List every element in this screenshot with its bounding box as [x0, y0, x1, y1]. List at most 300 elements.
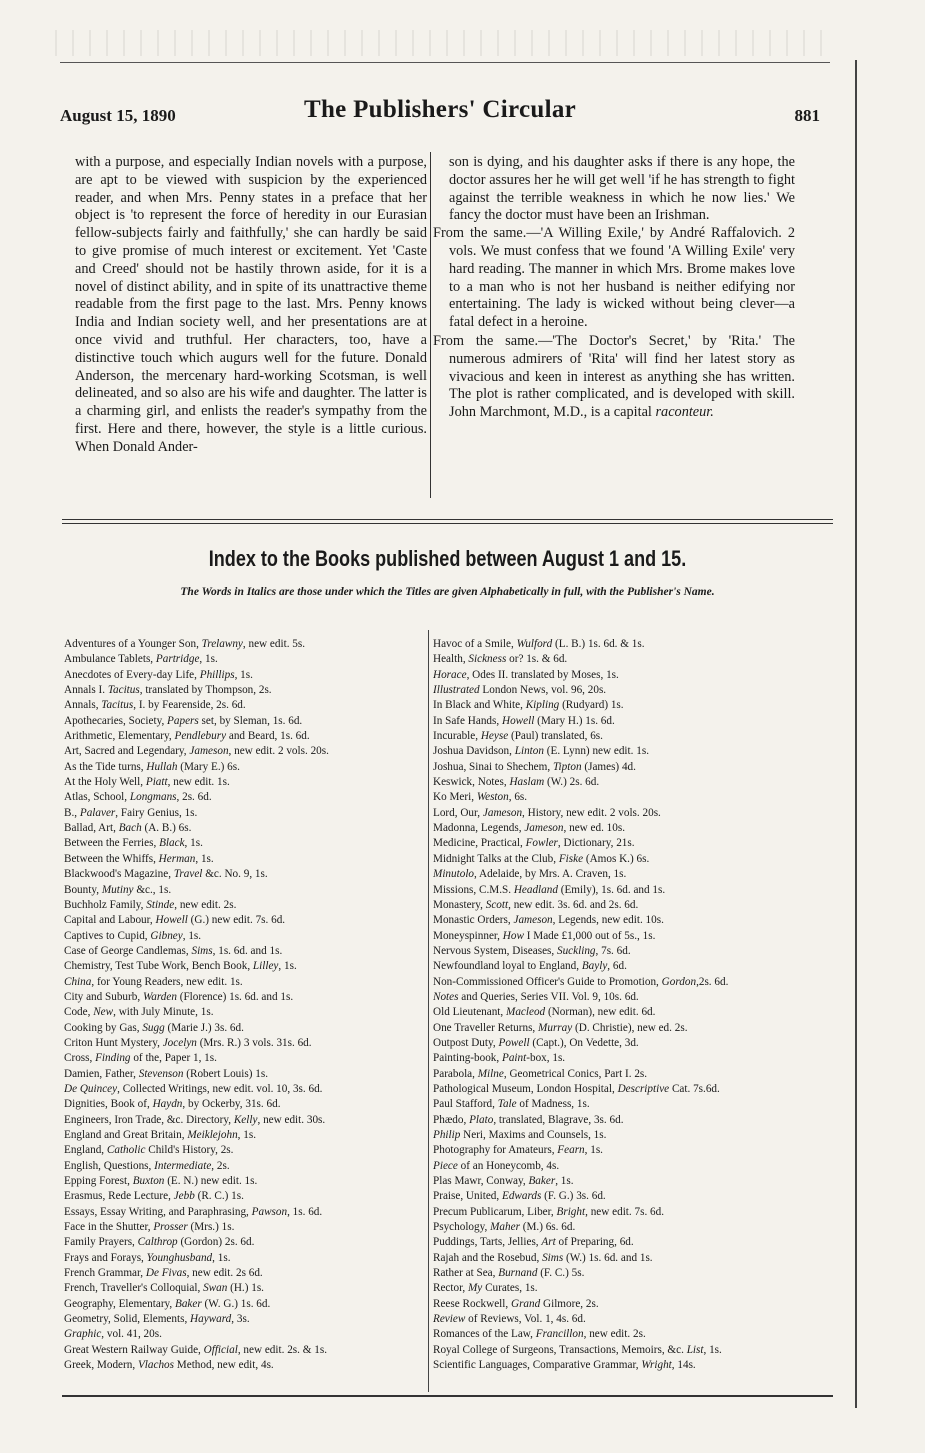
index-text: Chemistry, Test Tube Work, Bench Book,: [64, 960, 253, 973]
index-keyword: Bright: [556, 1205, 586, 1218]
index-keyword: Warden: [142, 990, 177, 1003]
index-text: (W.) 2s. 6d.: [544, 776, 600, 789]
index-keyword: Plato: [469, 1113, 494, 1126]
index-text: Method, new edit, 4s.: [173, 1359, 274, 1372]
index-entry: [433, 1082, 805, 1097]
index-entry: [64, 1113, 429, 1128]
index-text: Madonna, Legends,: [433, 822, 525, 835]
index-text: , I. by Fearenside, 2s. 6d.: [133, 699, 246, 712]
index-entry: [64, 1067, 429, 1082]
index-keyword: Vlachos: [137, 1359, 174, 1372]
index-text: , 1s.: [234, 668, 253, 681]
index-text: , translated, Blagrave, 3s. 6d.: [493, 1113, 624, 1126]
index-text: of Preparing, 6d.: [555, 1236, 634, 1249]
index-text: , 14s.: [671, 1359, 696, 1372]
index-entry: [433, 729, 805, 744]
index-entry: [433, 744, 805, 759]
index-text: One Traveller Returns,: [433, 1021, 539, 1034]
index-text: Lord, Our,: [433, 806, 483, 819]
index-keyword: Stevenson: [138, 1067, 184, 1080]
index-keyword: Tale: [497, 1098, 517, 1111]
index-text: Monastery,: [433, 898, 486, 911]
index-entry: [433, 1159, 805, 1174]
issue-date: August 15, 1890: [60, 106, 176, 125]
index-text: Geometry, Solid, Elements,: [64, 1313, 191, 1326]
index-keyword: Jameson: [189, 745, 229, 758]
index-text: , new edit. 30s.: [257, 1113, 326, 1126]
index-text: , 1s.: [555, 1175, 574, 1188]
index-keyword: Philip: [433, 1129, 461, 1141]
index-text: Joshua, Sinai to Shechem,: [433, 760, 553, 773]
index-text: Psychology,: [433, 1221, 491, 1234]
index-text: Bounty,: [64, 883, 102, 896]
index-entry: [433, 898, 805, 913]
right-page-edge: [855, 60, 857, 1408]
index-keyword: Buxton: [132, 1175, 165, 1188]
index-text: , History, new edit. 2 vols. 20s.: [522, 806, 661, 819]
index-text: (H.) 1s.: [227, 1282, 264, 1295]
index-keyword: Longmans: [129, 791, 177, 804]
index-text: (Emily), 1s. 6d. and 1s.: [557, 883, 666, 896]
index-text: English, Questions,: [64, 1159, 155, 1172]
index-text: Paul Stafford,: [433, 1098, 498, 1111]
index-keyword: Travel: [173, 868, 203, 881]
index-entry: [64, 1281, 429, 1296]
index-keyword: Black: [159, 837, 185, 850]
index-keyword: Pendlebury: [174, 730, 227, 743]
index-entry: [433, 959, 805, 974]
index-text: Engineers, Iron Trade, &c. Directory,: [64, 1113, 234, 1126]
index-entry: [64, 1220, 429, 1235]
index-entry: [433, 1113, 805, 1128]
index-text: Gilmore, 2s.: [540, 1297, 599, 1310]
index-keyword: Piatt: [145, 776, 168, 789]
index-text: England,: [64, 1144, 107, 1157]
index-text: (Norman), new edit. 6d.: [545, 1006, 656, 1019]
index-text: , 1s.: [184, 837, 203, 850]
index-keyword: Jebb: [173, 1190, 195, 1203]
index-entry: [433, 975, 805, 990]
index-entry: [433, 990, 805, 1005]
index-text: and Beard, 1s. 6d.: [226, 730, 310, 743]
index-entry: [64, 668, 429, 683]
index-entry: [64, 1327, 429, 1342]
index-entry: [433, 836, 805, 851]
index-text: -box, 1s.: [526, 1052, 566, 1065]
index-text: (G.) new edit. 7s. 6d.: [187, 914, 286, 927]
index-text: French Grammar,: [64, 1267, 146, 1280]
index-keyword: Headland: [513, 883, 558, 896]
index-text: , translated by Thompson, 2s.: [139, 684, 272, 697]
index-keyword: How: [502, 929, 524, 942]
index-entry: [433, 1097, 805, 1112]
index-text: Art, Sacred and Legendary,: [64, 745, 190, 758]
index-entry: [64, 836, 429, 851]
index-keyword: Linton: [514, 745, 544, 758]
index-keyword: Pawson: [251, 1205, 288, 1218]
index-text: Code,: [64, 1006, 94, 1019]
index-text: Erasmus, Rede Lecture,: [64, 1190, 174, 1203]
review-continuation: son is dying, and his daughter asks if there is any hope, the doctor assures her he will get well 'if he has strength to fight against the terrible weakness in which he now lies.' We fancy the doctor must have been an Irishman.: [449, 154, 795, 224]
index-text: Midnight Talks at the Club,: [433, 852, 559, 865]
index-text: Romances of the Law,: [433, 1328, 536, 1341]
index-text: , Fairy Genius, 1s.: [115, 806, 198, 819]
index-text: Photography for Amateurs,: [433, 1144, 558, 1157]
index-text: (E. N.) new edit. 1s.: [164, 1175, 258, 1188]
index-text: (Amos K.) 6s.: [583, 852, 650, 865]
index-entry: [433, 775, 805, 790]
index-text: , 6s.: [508, 791, 528, 804]
index-keyword: Macleod: [506, 1006, 546, 1019]
index-keyword: Mutiny: [101, 883, 134, 896]
index-text: , Geometrical Conics, Part I. 2s.: [503, 1067, 648, 1080]
index-entry: [64, 775, 429, 790]
index-entry: [64, 1036, 429, 1051]
index-text: Precum Publicarum, Liber,: [433, 1205, 557, 1218]
index-text: of Reviews, Vol. 1, 4s. 6d.: [465, 1313, 586, 1326]
index-text: London News, vol. 96, 20s.: [479, 684, 607, 697]
index-keyword: De Quincey: [64, 1082, 118, 1095]
index-entry: [64, 1128, 429, 1143]
index-keyword: Fearn: [557, 1144, 585, 1157]
index-keyword: Phillips: [199, 668, 235, 681]
index-entry: [433, 1036, 805, 1051]
index-text: England and Great Britain,: [64, 1129, 188, 1141]
index-text: , new edit. 5s.: [242, 638, 306, 650]
index-text: (Mrs.) 1s.: [187, 1221, 235, 1234]
index-keyword: Tacitus: [101, 699, 134, 712]
index-entry: [64, 852, 429, 867]
index-entry: [433, 821, 805, 836]
page-header: [60, 96, 820, 130]
index-keyword: China: [64, 975, 92, 988]
index-keyword: Finding: [95, 1052, 131, 1065]
index-keyword: Paint: [502, 1052, 527, 1065]
index-text: Nervous System, Diseases,: [433, 944, 557, 957]
index-text: Cooking by Gas,: [64, 1021, 143, 1034]
index-entry: [433, 683, 805, 698]
index-text: Praise, United,: [433, 1190, 502, 1203]
review-entry-willing-exile: From the same.—'A Willing Exile,' by André Raffalovich. 2 vols. We must confess that we found 'A Willing Exile' very hard reading. The manner in which Mrs. Brome makes love to a man who is not her husband is neither edifying nor entertaining. The lady is wicked without being clever—a fatal defect in a heroine.: [433, 225, 795, 331]
index-keyword: Stinde: [146, 898, 175, 911]
review-column-right: [433, 154, 795, 423]
index-entry: [64, 1189, 429, 1204]
index-text: Joshua Davidson,: [433, 745, 515, 758]
index-entry: [64, 1235, 429, 1250]
index-text: Family Prayers,: [64, 1236, 138, 1249]
index-text: Blackwood's Magazine,: [64, 868, 174, 881]
index-text: , new edit. 3s. 6d. and 2s. 6d.: [508, 898, 639, 911]
index-text: Outpost Duty,: [433, 1036, 499, 1049]
index-text: Face in the Shutter,: [64, 1221, 154, 1234]
index-keyword: Trelawny: [201, 638, 243, 650]
index-text: , 7s. 6d.: [595, 944, 631, 957]
index-entry: [433, 806, 805, 821]
index-text: , new edit. 2s 6d.: [186, 1267, 263, 1280]
index-text: Captives to Cupid,: [64, 929, 151, 942]
index-text: Buchholz Family,: [64, 898, 147, 911]
index-entry: [433, 1343, 805, 1358]
index-entry: [64, 790, 429, 805]
index-text: Incurable,: [433, 730, 481, 743]
index-text: , Dictionary, 21s.: [557, 837, 635, 850]
index-text: , new ed. 10s.: [563, 822, 626, 835]
index-entry: [64, 744, 429, 759]
index-text: In Safe Hands,: [433, 714, 502, 727]
index-text: French, Traveller's Colloquial,: [64, 1282, 204, 1295]
index-entry: [433, 714, 805, 729]
bottom-rule: [62, 1395, 833, 1397]
index-keyword: Piece: [433, 1159, 458, 1172]
index-keyword: Bach: [118, 822, 142, 835]
index-text: Greek, Modern,: [64, 1359, 138, 1372]
review-text: with a purpose, and especially Indian novels with a purpose, are apt to be viewed with suspicion by the experienced reader, and when Mrs. Penny states in a preface that her object is 'to represent the force of heredity in our Eurasian fellow-subjects fairly and faithfully,' she can hardly be said to give promise of much interest or excitement. Yet 'Caste and Creed' should not be hastily thrown aside, for it is a novel of distinct ability, and in spite of its unattractive theme readable from the first page to the last. Mrs. Penny knows India and Indian society well, and her presentations are at once vivid and truthful. Her characters, too, have a distinctive touch which augurs well for the future. Donald Anderson, the mercenary hard-working Scotsman, is well delineated, and so also are his wife and daughter. The latter is a charming girl, and enlists the reader's sympathy from the first. Here and there, however, the style is a little curious. When Donald Ander-: [75, 154, 427, 455]
index-entry: [433, 1128, 805, 1143]
index-entry: [64, 975, 429, 990]
index-text: (A. B.) 6s.: [141, 822, 192, 835]
index-text: of Madness, 1s.: [516, 1098, 590, 1111]
index-text: , 2s.: [211, 1159, 230, 1172]
index-text: (L. B.) 1s. 6d. & 1s.: [552, 638, 645, 650]
index-keyword: Wright: [641, 1359, 672, 1372]
index-text: Moneyspinner,: [433, 929, 503, 942]
index-entry: [64, 1021, 429, 1036]
index-keyword: Horace: [433, 668, 467, 681]
index-keyword: Lilley: [252, 960, 279, 973]
index-text: of the, Paper 1, 1s.: [130, 1052, 217, 1065]
index-text: Between the Whiffs,: [64, 852, 159, 865]
index-title: Index to the Books published between August 1 and 15.: [208, 546, 687, 571]
index-text: , 1s.: [237, 1129, 257, 1141]
index-text: Neri, Maxims and Counsels, 1s.: [460, 1129, 607, 1141]
index-text: Case of George Candlemas,: [64, 944, 192, 957]
index-text: (F. C.) 5s.: [537, 1267, 585, 1280]
index-keyword: Hayward: [190, 1313, 232, 1326]
index-text: Pathological Museum, London Hospital,: [433, 1082, 618, 1095]
index-text: Plas Mawr, Conway,: [433, 1175, 529, 1188]
index-entry: [433, 1235, 805, 1250]
index-keyword: Howell: [501, 714, 535, 727]
index-entry: [64, 959, 429, 974]
index-text: (Capt.), On Vedette, 3d.: [529, 1036, 639, 1049]
index-entry: [64, 714, 429, 729]
index-entry: [64, 637, 429, 652]
index-keyword: Graphic: [64, 1328, 102, 1341]
index-keyword: Descriptive: [617, 1082, 670, 1095]
index-text: Between the Ferries,: [64, 837, 160, 850]
index-entry: [433, 1251, 805, 1266]
index-text: (R. C.) 1s.: [194, 1190, 244, 1203]
index-keyword: My: [467, 1282, 483, 1295]
index-text: Painting-book,: [433, 1052, 502, 1065]
index-text: Cat. 7s.6d.: [669, 1082, 720, 1095]
index-keyword: Jocelyn: [162, 1036, 197, 1049]
index-text: Cross,: [64, 1052, 96, 1065]
index-keyword: Jameson: [524, 822, 564, 835]
index-text: Atlas, School,: [64, 791, 130, 804]
index-text: Ko Meri,: [433, 791, 477, 804]
index-text: , with July Minute, 1s.: [113, 1006, 214, 1019]
index-entry: [433, 1067, 805, 1082]
index-keyword: Official: [203, 1343, 238, 1356]
index-keyword: Sims: [191, 944, 213, 957]
index-text: B.,: [64, 806, 80, 819]
index-text: (Florence) 1s. 6d. and 1s.: [176, 990, 294, 1003]
index-entry: [433, 668, 805, 683]
index-entry: [64, 898, 429, 913]
index-entry: [64, 698, 429, 713]
index-text: &c., 1s.: [133, 883, 172, 896]
index-text: , for Young Readers, new edit. 1s.: [91, 975, 243, 988]
index-text: I Made £1,000 out of 5s., 1s.: [523, 929, 656, 942]
index-text: , 1s. 6d.: [287, 1205, 323, 1218]
index-text: , new edit. 2s.: [583, 1328, 646, 1341]
index-text: , 1s.: [278, 960, 297, 973]
index-text: , 1s. 6d. and 1s.: [212, 944, 283, 957]
index-text: As the Tide turns,: [64, 760, 147, 773]
index-text: ,2s. 6d.: [696, 975, 729, 988]
index-text: Damien, Father,: [64, 1067, 139, 1080]
index-text: Health,: [433, 653, 469, 666]
index-text: , new edit. 1s.: [167, 776, 230, 789]
index-keyword: Jameson: [513, 914, 553, 927]
index-text: , 2s. 6d.: [176, 791, 212, 804]
index-keyword: Murray: [538, 1021, 573, 1034]
index-keyword: Milne: [477, 1067, 504, 1080]
index-entry: [64, 821, 429, 836]
index-entry: [433, 1312, 805, 1327]
index-keyword: Sims: [542, 1251, 564, 1264]
index-entry: [64, 1143, 429, 1158]
index-entry: [64, 1312, 429, 1327]
index-entry: [433, 698, 805, 713]
index-text: Phædo,: [433, 1113, 470, 1126]
index-text: (W. G.) 1s. 6d.: [201, 1297, 271, 1310]
index-entry: [433, 1051, 805, 1066]
index-entry: [433, 913, 805, 928]
index-keyword: Fowler: [525, 837, 558, 850]
index-entry: [64, 990, 429, 1005]
index-keyword: Younghusband: [146, 1251, 213, 1264]
index-text: (Paul) translated, 6s.: [508, 730, 603, 743]
index-entry: [433, 1021, 805, 1036]
index-keyword: Notes: [433, 990, 459, 1003]
index-entry: [64, 1005, 429, 1020]
index-text: Apothecaries, Society,: [64, 714, 168, 727]
index-text: Criton Hunt Mystery,: [64, 1036, 163, 1049]
index-text: Parabola,: [433, 1067, 478, 1080]
index-keyword: Palaver: [79, 806, 116, 819]
review-entry-doctors-secret: [433, 333, 795, 422]
index-keyword: Grand: [510, 1297, 541, 1310]
index-keyword: Haydn: [152, 1098, 183, 1111]
index-text: Old Lieutenant,: [433, 1006, 507, 1019]
review-text: From the same.—'The Doctor's Secret,' by 'Rita.' The numerous admirers of 'Rita' will find her latest story as vivacious and keen in interest as anything she has written. The plot is rather complicated, and is developed with skill. John Marchmont, M.D., is a capital: [433, 332, 795, 421]
index-keyword: Intermediate: [154, 1159, 212, 1172]
index-entry: [64, 1358, 429, 1373]
index-keyword: Scott: [485, 898, 509, 911]
index-entry: [64, 1251, 429, 1266]
index-text: In Black and White,: [433, 699, 526, 712]
index-keyword: Jameson: [482, 806, 523, 819]
index-text: , 1s.: [212, 1251, 231, 1264]
index-text: , vol. 41, 20s.: [101, 1328, 162, 1341]
review-column-left: [75, 154, 427, 457]
index-entry: [64, 1343, 429, 1358]
index-entry: [433, 883, 805, 898]
page-number: 881: [794, 106, 820, 125]
index-text: Puddings, Tarts, Jellies,: [433, 1236, 542, 1249]
index-text: of an Honeycomb, 4s.: [457, 1159, 560, 1172]
index-keyword: Fiske: [558, 852, 584, 865]
index-entry: [433, 852, 805, 867]
index-keyword: Wulford: [516, 638, 553, 650]
index-text: Rector,: [433, 1282, 468, 1295]
index-entry: [64, 1297, 429, 1312]
index-keyword: Prosser: [153, 1221, 188, 1234]
index-text: , 6d.: [607, 960, 627, 973]
index-keyword: Francillon: [535, 1328, 584, 1341]
index-entry: [64, 683, 429, 698]
index-keyword: Sugg: [142, 1021, 165, 1034]
index-text: Great Western Railway Guide,: [64, 1343, 204, 1356]
index-keyword: Tacitus: [107, 684, 140, 697]
index-text: (W.) 1s. 6d. and 1s.: [563, 1251, 653, 1264]
index-keyword: Burnand: [498, 1267, 538, 1280]
index-keyword: Hullah: [146, 760, 178, 773]
index-text: (D. Christie), new ed. 2s.: [572, 1021, 688, 1034]
index-text: Frays and Forays,: [64, 1251, 147, 1264]
index-text: (Rudyard) 1s.: [559, 699, 624, 712]
index-entry: [433, 1327, 805, 1342]
index-text: Rajah and the Rosebud,: [433, 1251, 543, 1264]
index-text: Rather at Sea,: [433, 1267, 499, 1280]
index-keyword: Art: [541, 1236, 556, 1249]
index-keyword: Review: [433, 1313, 466, 1326]
index-entry: [433, 929, 805, 944]
index-entry: [433, 1189, 805, 1204]
index-text: , Odes II. translated by Moses, 1s.: [466, 668, 619, 681]
index-text: (M.) 6s. 6d.: [519, 1221, 576, 1234]
index-text: (Mary E.) 6s.: [177, 760, 240, 773]
index-text: (Mary H.) 1s. 6d.: [534, 714, 615, 727]
index-text: Scientific Languages, Comparative Grammar,: [433, 1359, 642, 1372]
index-list-right: [433, 637, 805, 1374]
index-column-divider: [428, 630, 429, 1392]
column-divider: [430, 152, 431, 498]
index-entry: [64, 944, 429, 959]
index-text: Newfoundland loyal to England,: [433, 960, 582, 973]
index-text: (James) 4d.: [581, 760, 636, 773]
index-text: (Robert Louis) 1s.: [183, 1067, 268, 1080]
index-entry: [64, 929, 429, 944]
index-entry: [433, 867, 805, 882]
index-keyword: De Fivas: [145, 1267, 187, 1280]
index-entry: [64, 1097, 429, 1112]
index-entry: [64, 652, 429, 667]
index-text: Ballad, Art,: [64, 822, 119, 835]
index-text: Keswick, Notes,: [433, 776, 510, 789]
index-text: Havoc of a Smile,: [433, 638, 517, 650]
index-entry: [433, 760, 805, 775]
index-text: (F. G.) 3s. 6d.: [541, 1190, 606, 1203]
index-keyword: Papers: [167, 714, 199, 727]
index-text: Capital and Labour,: [64, 914, 156, 927]
index-entry: [64, 913, 429, 928]
index-text: Epping Forest,: [64, 1175, 133, 1188]
index-text: , 1s.: [199, 653, 218, 666]
index-keyword: Baker: [175, 1297, 202, 1310]
